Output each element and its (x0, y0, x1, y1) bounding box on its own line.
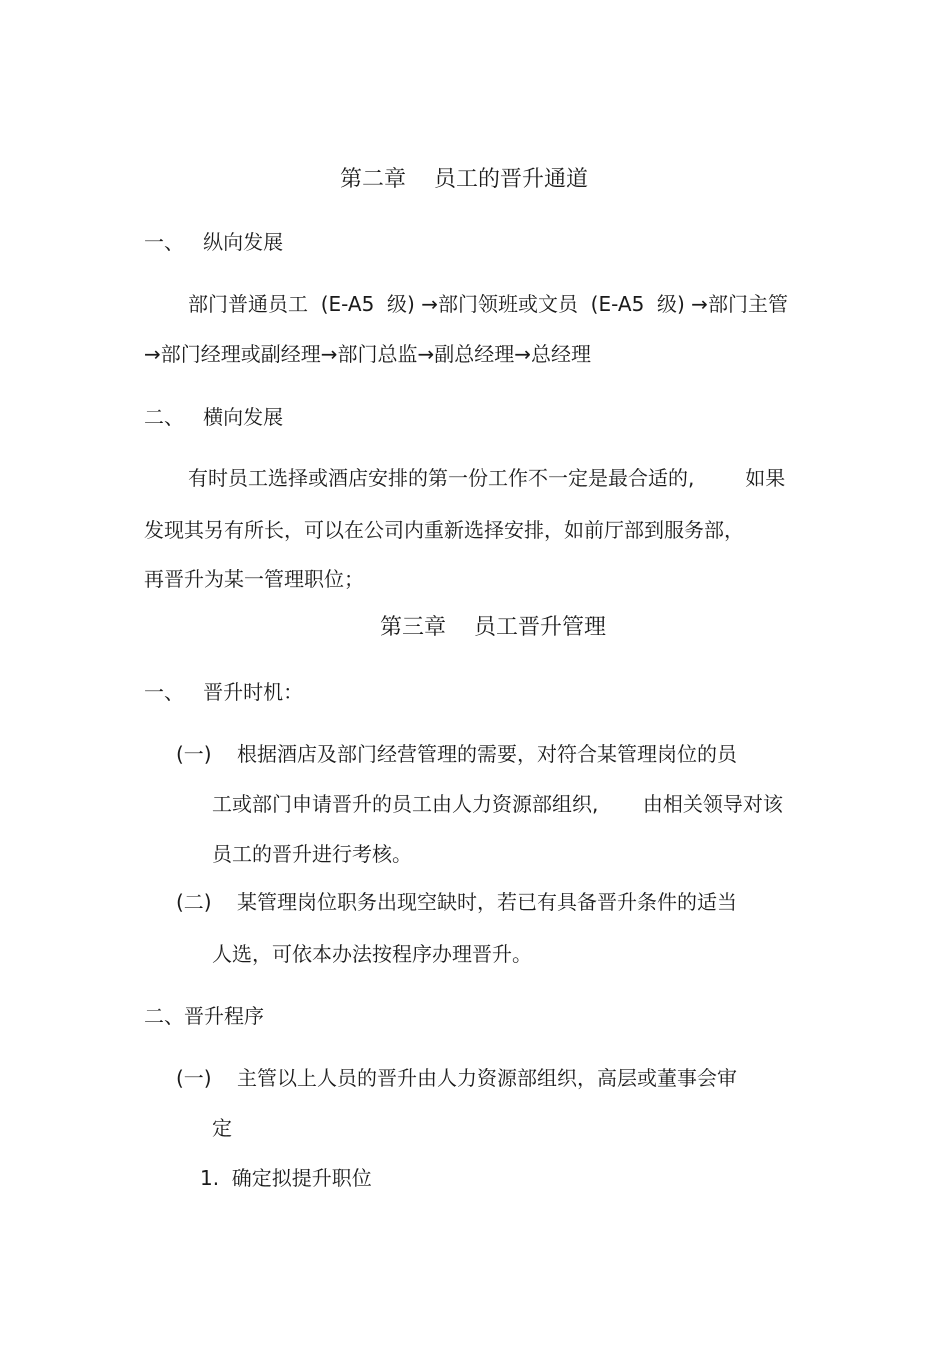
section-vertical-heading: 一、 纵向发展 (144, 230, 284, 254)
list-item-line: (一) 根据酒店及部门经营管理的需要，对符合某管理岗位的员 (176, 742, 738, 766)
paragraph-line: 部门普通员工 (E-A5 级) →部门领班或文员 (E-A5 级) →部门主管 (188, 292, 788, 316)
paragraph-line: 发现其另有所长，可以在公司内重新选择安排，如前厅部到服务部， (144, 518, 744, 542)
list-item-line: 员工的晋升进行考核。 (212, 842, 412, 866)
list-item-line: 定 (212, 1116, 232, 1140)
paragraph-line: →部门经理或副经理→部门总监→副总经理→总经理 (144, 342, 592, 366)
paragraph-line: 再晋升为某一管理职位； (144, 567, 364, 591)
list-item-line: (二) 某管理岗位职务出现空缺时，若已有具备晋升条件的适当 (176, 890, 738, 914)
paragraph-line: 有时员工选择或酒店安排的第一份工作不一定是最合适的, 如果 (188, 466, 786, 490)
section-timing-heading: 一、 晋升时机： (144, 680, 304, 704)
list-item-line: 工或部门申请晋升的员工由人力资源部组织, 由相关领导对该 (212, 792, 783, 816)
section-procedure-heading: 二、晋升程序 (144, 1004, 264, 1028)
chapter-2-title: 第二章 员工的晋升通道 (340, 167, 588, 192)
section-horizontal-heading: 二、 横向发展 (144, 405, 284, 429)
numbered-step: 1. 确定拟提升职位 (200, 1166, 372, 1190)
list-item-line: (一) 主管以上人员的晋升由人力资源部组织，高层或董事会审 (176, 1066, 738, 1090)
list-item-line: 人选，可依本办法按程序办理晋升。 (212, 942, 532, 966)
chapter-3-title: 第三章 员工晋升管理 (380, 615, 606, 640)
